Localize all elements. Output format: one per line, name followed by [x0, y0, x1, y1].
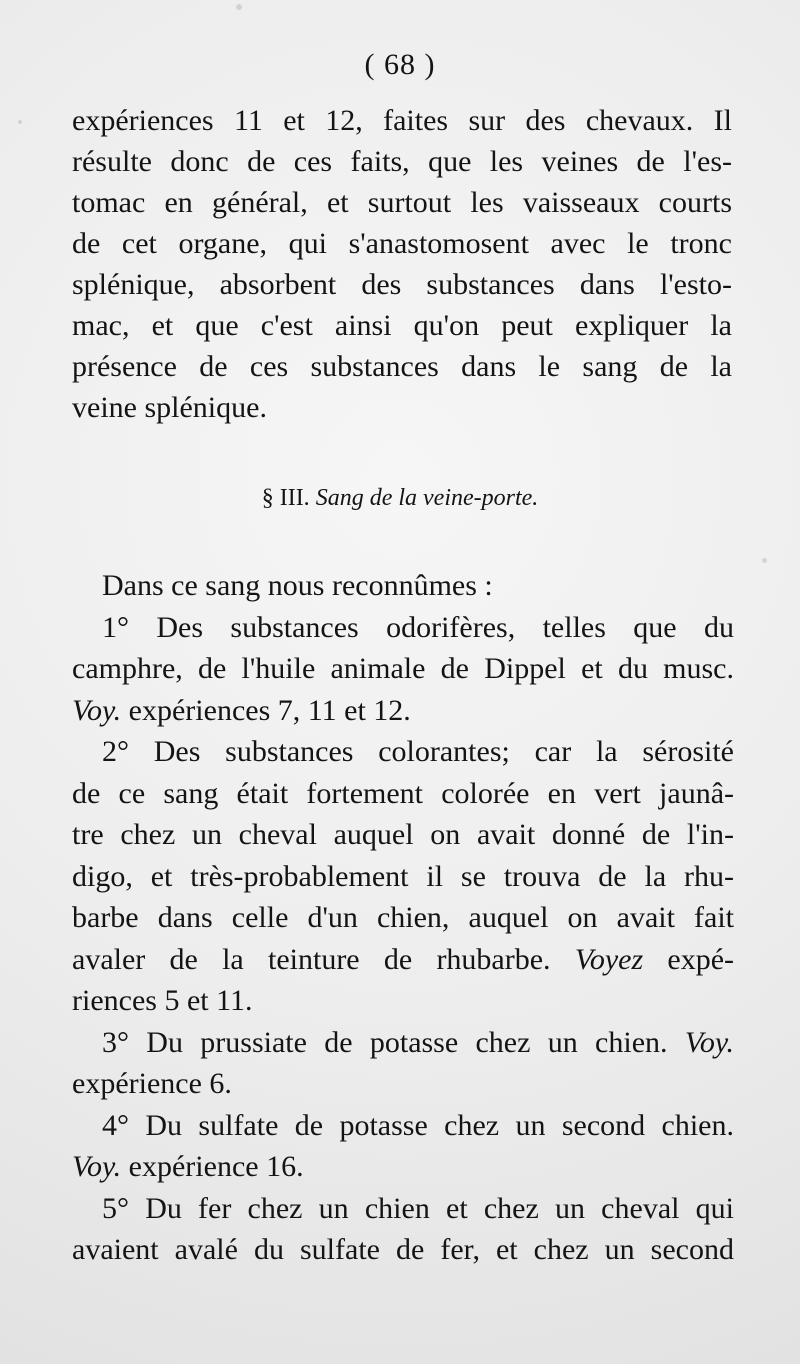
text-line: mac, et que c'est ainsi qu'on peut expliquer la [72, 309, 732, 342]
reference-text: expérience 16. [121, 1150, 304, 1183]
text-line: de cet organe, qui s'anastomosent avec le tronc [72, 227, 732, 260]
scan-speck [236, 4, 242, 10]
list-item-line: avaient avalé du sulfate de fer, et chez un second [72, 1233, 734, 1266]
section-body [72, 565, 734, 1271]
list-item-line [72, 1022, 734, 1064]
text-line: présence de ces substances dans le sang de la [72, 350, 732, 383]
list-item-line: barbe dans celle d'un chien, auquel on avait fait [72, 901, 734, 934]
list-item-line: camphre, de l'huile animale de Dippel et du musc. [72, 652, 734, 685]
text-line: résulte donc de ces faits, que les veines de l'es- [72, 145, 732, 178]
scan-speck [762, 558, 767, 563]
section-intro: Dans ce sang nous reconnûmes : [102, 569, 493, 602]
list-item-line [72, 690, 734, 732]
paragraph-continuation [72, 100, 732, 428]
scan-speck [18, 120, 22, 124]
list-item-line: riences 5 et 11. [72, 984, 253, 1017]
reference-abbreviation: Voy. [72, 693, 122, 727]
list-item-line [72, 939, 734, 981]
reference-abbreviation: Voyez [574, 942, 644, 976]
section-title: Sang de la veine-porte. [315, 485, 539, 511]
section-heading [0, 478, 800, 518]
list-item-line: 1° Des substances odorifères, telles que du [102, 610, 734, 644]
list-item-line [72, 1146, 734, 1188]
list-item-line: tre chez un cheval auquel on avait donné de l'in- [72, 818, 734, 851]
list-item-line: 2° Des substances colorantes; car la sérosité [102, 735, 734, 768]
reference-abbreviation: Voy. [72, 1150, 122, 1183]
reference-text: expériences 7, 11 et 12. [121, 693, 411, 727]
list-item-line: expérience 6. [72, 1067, 232, 1100]
text-line: veine splénique. [72, 391, 267, 424]
page-number: ( 68 ) [364, 48, 436, 81]
text-line: splénique, absorbent des substances dans l'esto- [72, 268, 732, 301]
text-line: tomac en général, et surtout les vaisseaux courts [72, 186, 732, 219]
text-line: expériences 11 et 12, faites sur des chevaux. Il [72, 104, 732, 137]
line-text: 3° Du prussiate de potasse chez un chien. [102, 1025, 685, 1059]
section-number: § III. [261, 485, 310, 511]
line-text: avaler de la teinture de rhubarbe. [72, 942, 575, 976]
list-item-line: 5° Du fer chez un chien et chez un cheval qui [102, 1191, 734, 1225]
list-item-line: 4° Du sulfate de potasse chez un second chien. [102, 1108, 734, 1142]
list-item-line: de ce sang était fortement colorée en vert jaunâ- [72, 776, 734, 810]
line-text: expé- [643, 942, 734, 976]
reference-abbreviation: Voy. [684, 1025, 734, 1059]
list-item-line: digo, et très-probablement il se trouva de la rhu- [72, 859, 734, 893]
